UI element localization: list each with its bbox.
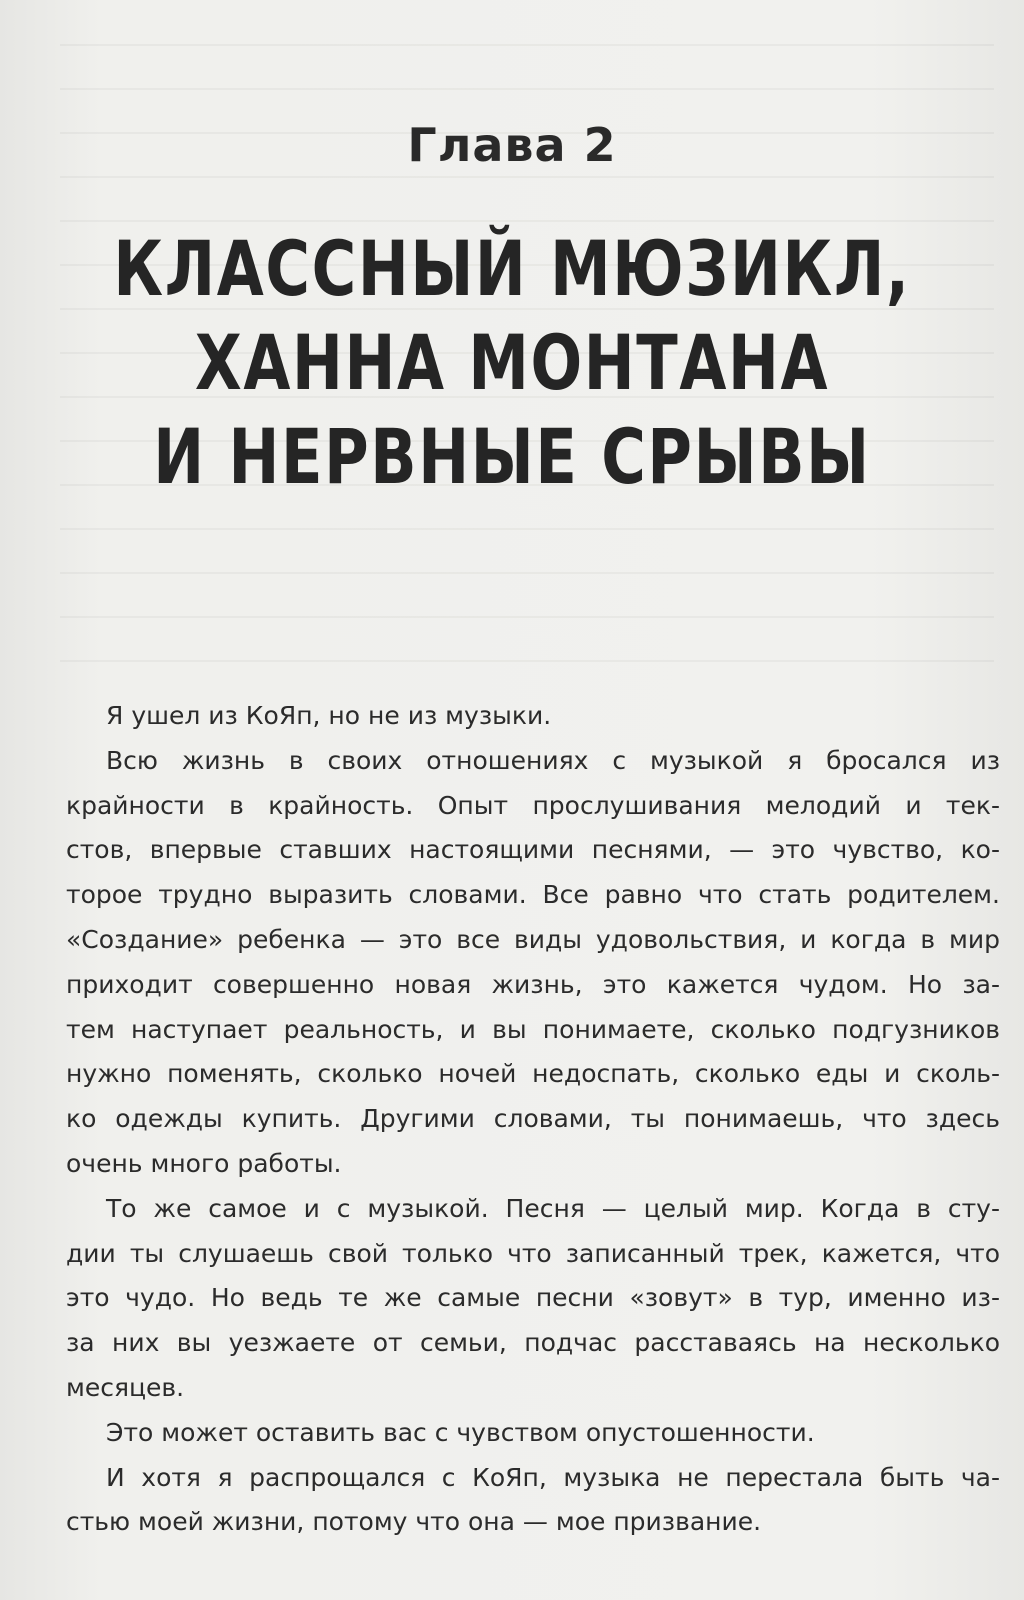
chapter-title <box>102 222 921 504</box>
text-line: за них вы уезжаете от семьи, подчас расставаясь на несколько <box>66 1328 1000 1358</box>
text-line: тем наступает реальность, и вы понимаете, сколько подгузников <box>66 1014 1000 1044</box>
chapter-title-line: И НЕРВНЫЕ СРЫВЫ <box>153 412 871 501</box>
text-line: месяцев. <box>66 1372 185 1402</box>
text-line: Я ушел из КоЯп, но не из музыки. <box>106 701 552 730</box>
text-line: ко одежды купить. Другими словами, ты понимаешь, что здесь <box>66 1104 1000 1134</box>
text-line: крайности в крайность. Опыт прослушивания мелодий и тек- <box>66 790 1000 820</box>
text-line: торое трудно выразить словами. Все равно что стать родителем. <box>66 880 1000 910</box>
chapter-title-line: ХАННА МОНТАНА <box>194 318 830 407</box>
text-line: это чудо. Но ведь те же самые песни «зовут» в тур, именно из- <box>66 1283 1000 1313</box>
text-line: И хотя я распрощался с КоЯп, музыка не перестала быть ча- <box>106 1462 1000 1492</box>
text-line: Всю жизнь в своих отношениях с музыкой я бросался из <box>106 745 1000 775</box>
text-line: стов, впервые ставших настоящими песнями, — это чувство, ко- <box>66 835 1000 865</box>
text-line: «Создание» ребенка — это все виды удовольствия, и когда в мир <box>66 924 1000 954</box>
chapter-title-line: КЛАССНЫЙ МЮЗИКЛ, <box>113 224 911 313</box>
text-line: То же самое и с музыкой. Песня — целый мир. Когда в сту- <box>106 1193 1000 1223</box>
chapter-body-text <box>66 694 1000 1545</box>
text-line: приходит совершенно новая жизнь, это кажется чудом. Но за- <box>66 969 1000 999</box>
text-line: стью моей жизни, потому что она — мое призвание. <box>66 1507 762 1537</box>
text-line: нужно поменять, сколько ночей недоспать, сколько еды и сколь- <box>66 1059 1000 1089</box>
text-line: дии ты слушаешь свой только что записанный трек, кажется, что <box>66 1238 1000 1268</box>
text-line: очень много работы. <box>66 1148 342 1178</box>
chapter-number: Глава 2 <box>407 118 617 172</box>
text-line: Это может оставить вас с чувством опустошенности. <box>106 1417 815 1447</box>
